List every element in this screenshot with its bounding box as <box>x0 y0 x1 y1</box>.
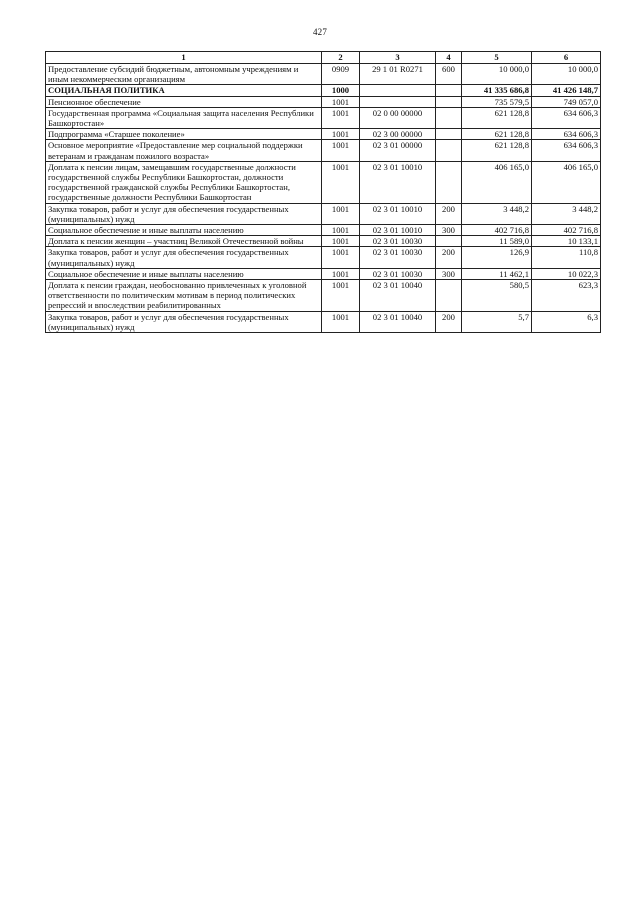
row-section: 1001 <box>322 225 360 236</box>
row-name: Подпрограмма «Старшее поколение» <box>46 129 322 140</box>
header-col-5: 5 <box>462 52 532 64</box>
table-row <box>46 225 601 236</box>
row-value-year-1: 621 128,8 <box>462 129 532 140</box>
row-value-year-1: 10 000,0 <box>462 64 532 85</box>
row-target-code: 02 3 01 00000 <box>360 140 436 161</box>
row-expense-type <box>436 96 462 107</box>
table-row <box>46 140 601 161</box>
row-name: Закупка товаров, работ и услуг для обеспечения государственных (муниципальных) нужд <box>46 247 322 268</box>
row-name: Социальное обеспечение и иные выплаты населению <box>46 225 322 236</box>
row-target-code: 02 3 01 10040 <box>360 311 436 332</box>
row-expense-type <box>436 140 462 161</box>
row-section: 1001 <box>322 236 360 247</box>
header-col-4: 4 <box>436 52 462 64</box>
row-section: 1000 <box>322 85 360 96</box>
row-section: 1001 <box>322 107 360 128</box>
row-expense-type <box>436 236 462 247</box>
row-name: Пенсионное обеспечение <box>46 96 322 107</box>
table-row <box>46 107 601 128</box>
row-name: Основное мероприятие «Предоставление мер социальной поддержки ветеранам и гражданам пожилого возраста» <box>46 140 322 161</box>
row-value-year-2: 634 606,3 <box>532 129 601 140</box>
table-row <box>46 247 601 268</box>
row-section: 1001 <box>322 140 360 161</box>
row-value-year-2: 749 057,0 <box>532 96 601 107</box>
row-value-year-2: 634 606,3 <box>532 140 601 161</box>
header-col-6: 6 <box>532 52 601 64</box>
row-value-year-1: 406 165,0 <box>462 161 532 203</box>
header-col-2: 2 <box>322 52 360 64</box>
row-value-year-1: 402 716,8 <box>462 225 532 236</box>
table-header <box>46 52 601 64</box>
table-row <box>46 268 601 279</box>
page-number: 427 <box>312 27 328 37</box>
table-row <box>46 236 601 247</box>
header-row <box>46 52 601 64</box>
row-expense-type: 200 <box>436 247 462 268</box>
row-value-year-2: 623,3 <box>532 280 601 312</box>
row-target-code: 02 3 01 10010 <box>360 203 436 224</box>
row-value-year-2: 402 716,8 <box>532 225 601 236</box>
row-value-year-2: 41 426 148,7 <box>532 85 601 96</box>
row-target-code: 02 3 01 10030 <box>360 268 436 279</box>
row-section: 1001 <box>322 96 360 107</box>
row-section: 1001 <box>322 247 360 268</box>
row-value-year-1: 41 335 686,8 <box>462 85 532 96</box>
table-row <box>46 311 601 332</box>
row-expense-type: 200 <box>436 311 462 332</box>
row-value-year-2: 10 133,1 <box>532 236 601 247</box>
row-value-year-2: 406 165,0 <box>532 161 601 203</box>
row-section: 1001 <box>322 129 360 140</box>
budget-table <box>45 51 601 333</box>
row-value-year-2: 3 448,2 <box>532 203 601 224</box>
row-value-year-1: 11 462,1 <box>462 268 532 279</box>
row-target-code: 02 3 01 10040 <box>360 280 436 312</box>
table-row <box>46 85 601 96</box>
row-value-year-1: 735 579,5 <box>462 96 532 107</box>
row-expense-type <box>436 107 462 128</box>
row-name: Государственная программа «Социальная защита населения Республики Башкортостан» <box>46 107 322 128</box>
table-row <box>46 64 601 85</box>
row-section: 1001 <box>322 203 360 224</box>
row-name: Закупка товаров, работ и услуг для обеспечения государственных (муниципальных) нужд <box>46 203 322 224</box>
row-section: 1001 <box>322 268 360 279</box>
table-row <box>46 203 601 224</box>
row-section: 1001 <box>322 161 360 203</box>
row-value-year-1: 621 128,8 <box>462 107 532 128</box>
row-name: Доплата к пенсии женщин – участниц Великой Отечественной войны <box>46 236 322 247</box>
row-value-year-1: 621 128,8 <box>462 140 532 161</box>
row-value-year-1: 3 448,2 <box>462 203 532 224</box>
row-expense-type: 200 <box>436 203 462 224</box>
header-col-3: 3 <box>360 52 436 64</box>
row-section: 1001 <box>322 311 360 332</box>
row-section: 0909 <box>322 64 360 85</box>
row-name: Закупка товаров, работ и услуг для обеспечения государственных (муниципальных) нужд <box>46 311 322 332</box>
row-target-code: 02 3 01 10030 <box>360 247 436 268</box>
row-expense-type <box>436 85 462 96</box>
row-expense-type <box>436 280 462 312</box>
header-col-1: 1 <box>46 52 322 64</box>
row-expense-type <box>436 161 462 203</box>
row-target-code: 02 0 00 00000 <box>360 107 436 128</box>
row-value-year-1: 126,9 <box>462 247 532 268</box>
row-value-year-2: 634 606,3 <box>532 107 601 128</box>
table-body <box>46 64 601 333</box>
table-row <box>46 96 601 107</box>
row-target-code: 02 3 01 10010 <box>360 161 436 203</box>
row-value-year-2: 10 022,3 <box>532 268 601 279</box>
row-name: Доплата к пенсии лицам, замещавшим государственные должности государственной службы Республики Башкортостан, должности государственной гражданской службы Республики Башкортостан, государственные должности Республики Башкортостан <box>46 161 322 203</box>
table-row <box>46 280 601 312</box>
row-target-code: 02 3 01 10010 <box>360 225 436 236</box>
row-value-year-1: 5,7 <box>462 311 532 332</box>
row-name: Доплата к пенсии граждан, необоснованно привлеченных к уголовной ответственности по политическим мотивам в период политических репрессий и впоследствии реабилитированных <box>46 280 322 312</box>
row-name: Предоставление субсидий бюджетным, автономным учреждениям и иным некоммерческим организациям <box>46 64 322 85</box>
table-row <box>46 129 601 140</box>
row-target-code <box>360 96 436 107</box>
row-name: Социальное обеспечение и иные выплаты населению <box>46 268 322 279</box>
row-value-year-2: 6,3 <box>532 311 601 332</box>
row-value-year-1: 580,5 <box>462 280 532 312</box>
row-name: СОЦИАЛЬНАЯ ПОЛИТИКА <box>46 85 322 96</box>
row-expense-type: 300 <box>436 225 462 236</box>
row-expense-type: 300 <box>436 268 462 279</box>
row-value-year-2: 10 000,0 <box>532 64 601 85</box>
table-row <box>46 161 601 203</box>
row-expense-type <box>436 129 462 140</box>
row-target-code: 29 1 01 R0271 <box>360 64 436 85</box>
row-target-code: 02 3 00 00000 <box>360 129 436 140</box>
row-section: 1001 <box>322 280 360 312</box>
row-value-year-1: 11 589,0 <box>462 236 532 247</box>
row-target-code: 02 3 01 10030 <box>360 236 436 247</box>
row-value-year-2: 110,8 <box>532 247 601 268</box>
row-expense-type: 600 <box>436 64 462 85</box>
row-target-code <box>360 85 436 96</box>
